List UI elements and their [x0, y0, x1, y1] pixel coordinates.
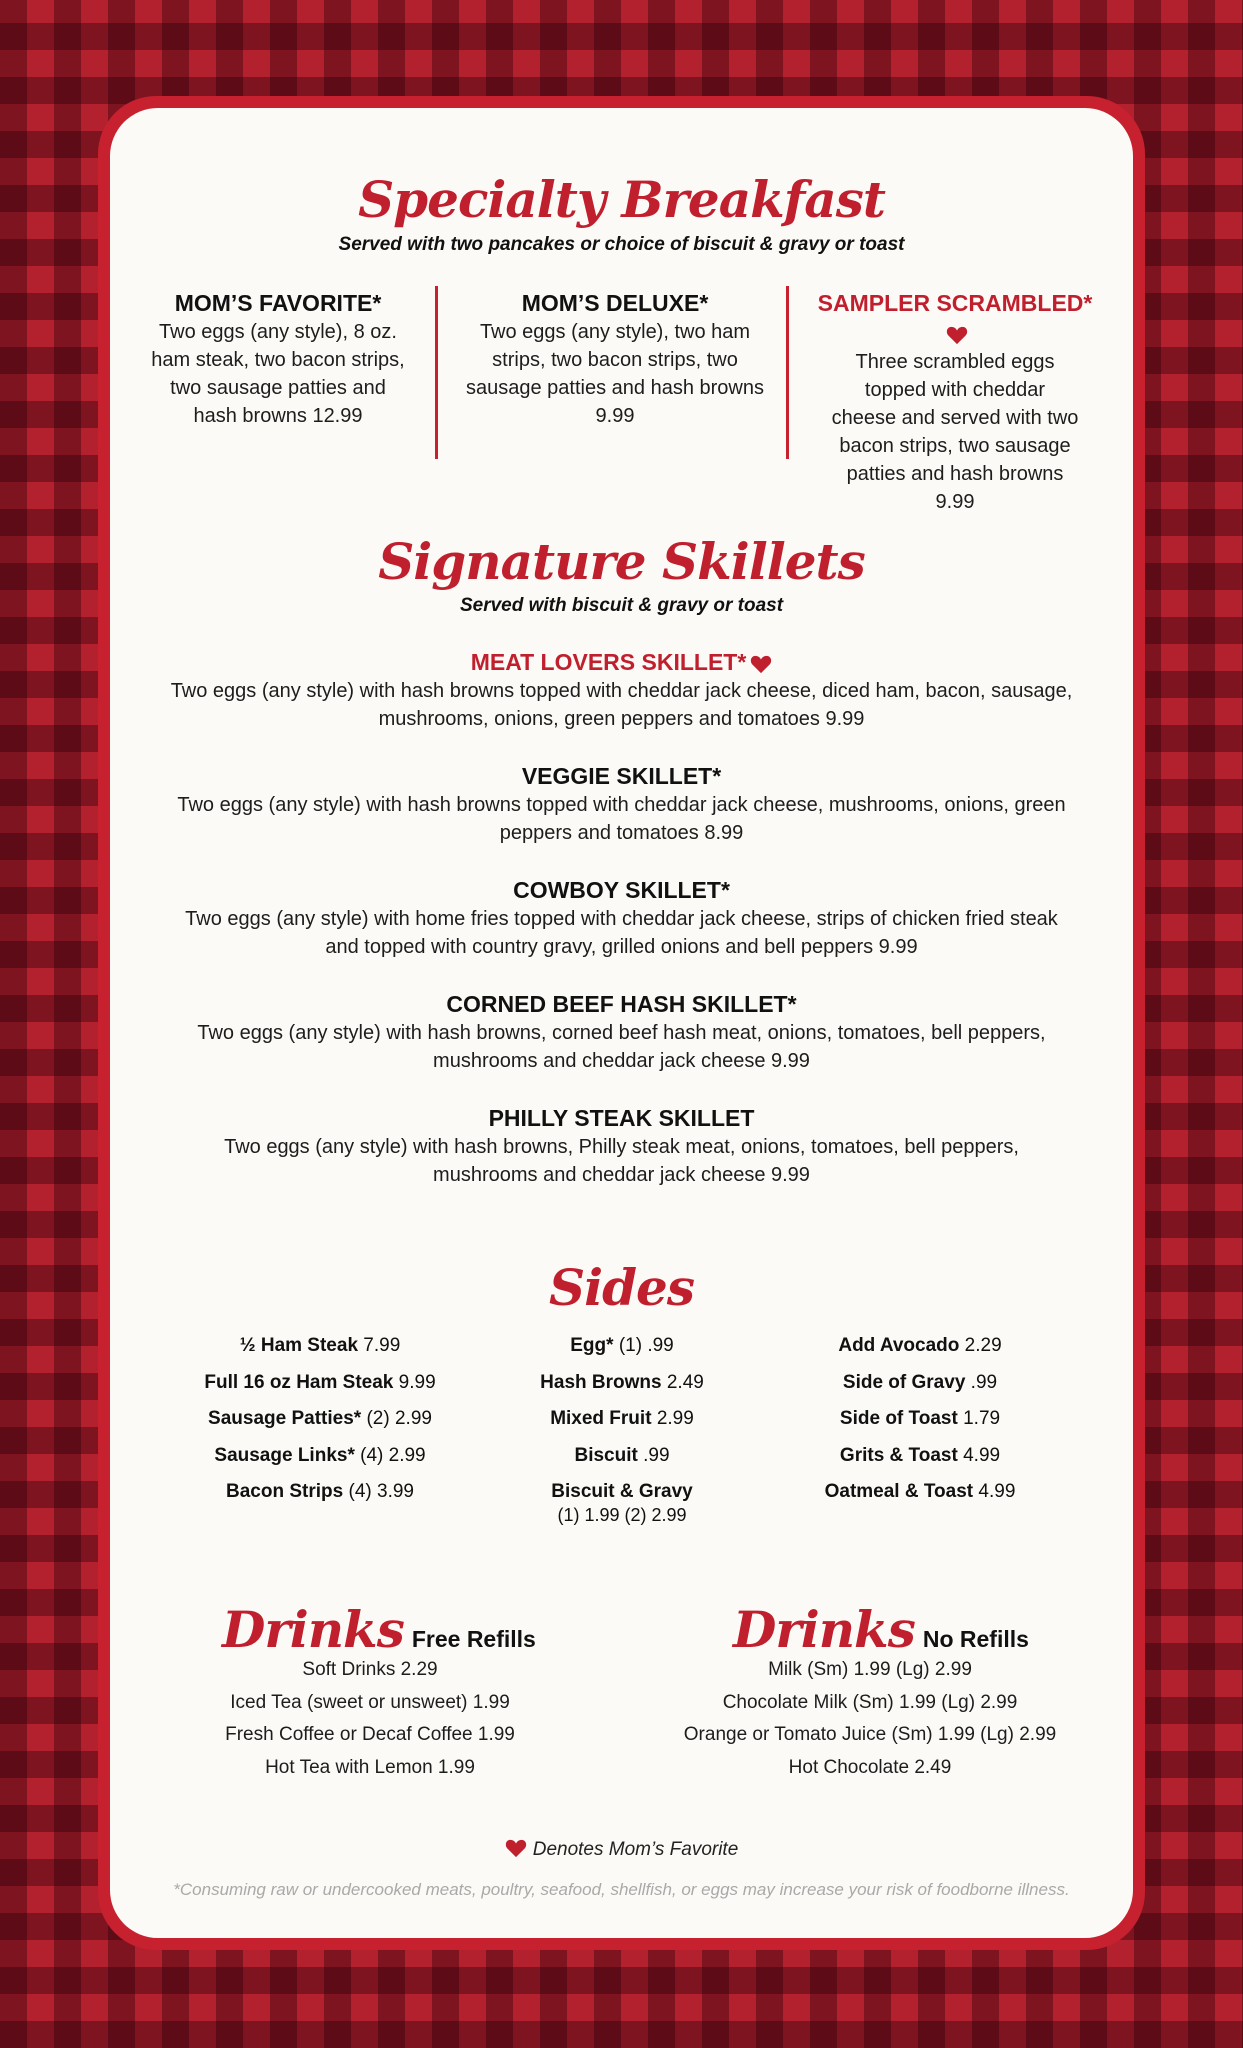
side-item: Sausage Patties* (2) 2.99: [208, 1408, 432, 1429]
item-description: Two eggs (any style) with hash browns topped with cheddar jack cheese, diced ham, bacon, sausage, mushrooms, onions, green peppers and tomatoes 9.99: [170, 680, 1073, 730]
specialty-item-2: [465, 288, 765, 430]
sides-title: Sides: [548, 1258, 695, 1317]
item-name: PHILLY STEAK SKILLET: [488, 1105, 755, 1131]
specialty-item-1: [148, 288, 408, 430]
drink-item: Hot Chocolate 2.49: [788, 1757, 952, 1779]
side-item: Mixed Fruit 2.99: [550, 1408, 694, 1429]
favorite-legend: [0, 1838, 1243, 1861]
side-item: Grits & Toast 4.99: [839, 1444, 1001, 1466]
side-item: Egg* (1) .99: [570, 1335, 674, 1356]
drinks-nofree-header: [733, 1600, 1029, 1659]
skillet-item-veggie: [170, 761, 1073, 847]
side-item: Bacon Strips (4) 3.99: [226, 1481, 414, 1502]
drink-item: Milk (Sm) 1.99 (Lg) 2.99: [768, 1659, 972, 1680]
skillet-item-philly: [170, 1103, 1073, 1189]
item-description: Two eggs (any style) with home fries topped with cheddar jack cheese, strips of chicken fried steak and topped with country gravy, grilled onions and bell peppers 9.99: [185, 908, 1058, 958]
drink-item: Chocolate Milk (Sm) 1.99 (Lg) 2.99: [722, 1691, 1018, 1713]
legend-text: Denotes Mom’s Favorite: [532, 1839, 739, 1860]
drink-item: Orange or Tomato Juice (Sm) 1.99 (Lg) 2.99: [683, 1724, 1057, 1746]
drink-item: Iced Tea (sweet or unsweet) 1.99: [230, 1691, 510, 1713]
column-divider: [435, 286, 438, 459]
side-item-prices: (1) 1.99 (2) 2.99: [557, 1504, 687, 1525]
side-item: Side of Toast 1.79: [839, 1408, 1001, 1429]
drinks-free-tag: Free Refills: [411, 1626, 536, 1652]
drinks-free-list: [160, 1654, 580, 1785]
side-item: Sausage Links* (4) 2.99: [214, 1444, 426, 1466]
side-item: Biscuit & Gravy: [551, 1481, 693, 1502]
drinks-nofree-list: [640, 1654, 1100, 1785]
item-description: Two eggs (any style) with hash browns, Philly steak meat, onions, tomatoes, bell peppers, mushrooms and cheddar jack cheese 9.99: [224, 1136, 1019, 1186]
side-item: Side of Gravy .99: [842, 1371, 998, 1393]
sides-column-2: [482, 1335, 762, 1526]
item-description: Two eggs (any style), two ham strips, two bacon strips, two sausage patties and hash browns 9.99: [466, 321, 764, 427]
side-item: Add Avocado 2.29: [838, 1335, 1002, 1356]
item-description: Three scrambled eggs topped with cheddar cheese and served with two bacon strips, two sausage patties and hash browns 9.99: [831, 351, 1079, 513]
specialty-item-3: [810, 288, 1100, 516]
skillet-item-corned-beef: [170, 989, 1073, 1075]
drinks-nofree-tag: No Refills: [922, 1626, 1029, 1652]
specialty-subtitle: Served with two pancakes or choice of biscuit & gravy or toast: [338, 234, 905, 255]
item-name: MEAT LOVERS SKILLET*: [170, 647, 1073, 677]
drinks-nofree-title: Drinks: [733, 1600, 915, 1659]
drinks-free-title: Drinks: [222, 1600, 404, 1659]
drink-item: Fresh Coffee or Decaf Coffee 1.99: [225, 1724, 515, 1746]
heart-icon: [750, 654, 772, 674]
heart-icon: [505, 1838, 527, 1858]
item-description: Two eggs (any style) with hash browns topped with cheddar jack cheese, mushrooms, onions, green peppers and tomatoes 8.99: [177, 794, 1066, 844]
item-name: CORNED BEEF HASH SKILLET*: [446, 991, 797, 1017]
side-item: Hash Browns 2.49: [540, 1371, 704, 1393]
item-description: Two eggs (any style) with hash browns, corned beef hash meat, onions, tomatoes, bell peppers, mushrooms and cheddar jack cheese 9.99: [197, 1022, 1046, 1072]
skillet-item-cowboy: [170, 875, 1073, 961]
skillet-item-meat-lovers: [170, 647, 1073, 733]
item-name: MOM’S FAVORITE*: [174, 290, 382, 316]
side-item: Biscuit .99: [574, 1444, 670, 1466]
item-name: VEGGIE SKILLET*: [521, 763, 722, 789]
heart-icon: [946, 325, 968, 345]
drink-item: Soft Drinks 2.29: [302, 1659, 438, 1680]
specialty-title: Specialty Breakfast: [358, 170, 885, 229]
drink-item: Hot Tea with Lemon 1.99: [265, 1757, 475, 1779]
skillets-subtitle: Served with biscuit & gravy or toast: [459, 595, 784, 616]
drinks-free-header: [222, 1600, 536, 1659]
sides-column-1: [160, 1335, 480, 1518]
column-divider: [786, 286, 789, 459]
item-description: Two eggs (any style), 8 oz. ham steak, two bacon strips, two sausage patties and hash browns 12.99: [151, 321, 405, 427]
item-name: COWBOY SKILLET*: [513, 877, 730, 903]
side-item: ½ Ham Steak 7.99: [239, 1335, 401, 1356]
side-item: Oatmeal & Toast 4.99: [824, 1481, 1016, 1502]
item-name: SAMPLER SCRAMBLED*: [810, 288, 1100, 348]
food-safety-disclaimer: *Consuming raw or undercooked meats, poultry, seafood, shellfish, or eggs may increase your risk of foodborne illness.: [173, 1880, 1070, 1899]
side-item: Full 16 oz Ham Steak 9.99: [204, 1371, 436, 1393]
skillets-title: Signature Skillets: [378, 532, 865, 591]
item-name: MOM’S DELUXE*: [521, 290, 709, 316]
sides-column-3: [780, 1335, 1060, 1518]
